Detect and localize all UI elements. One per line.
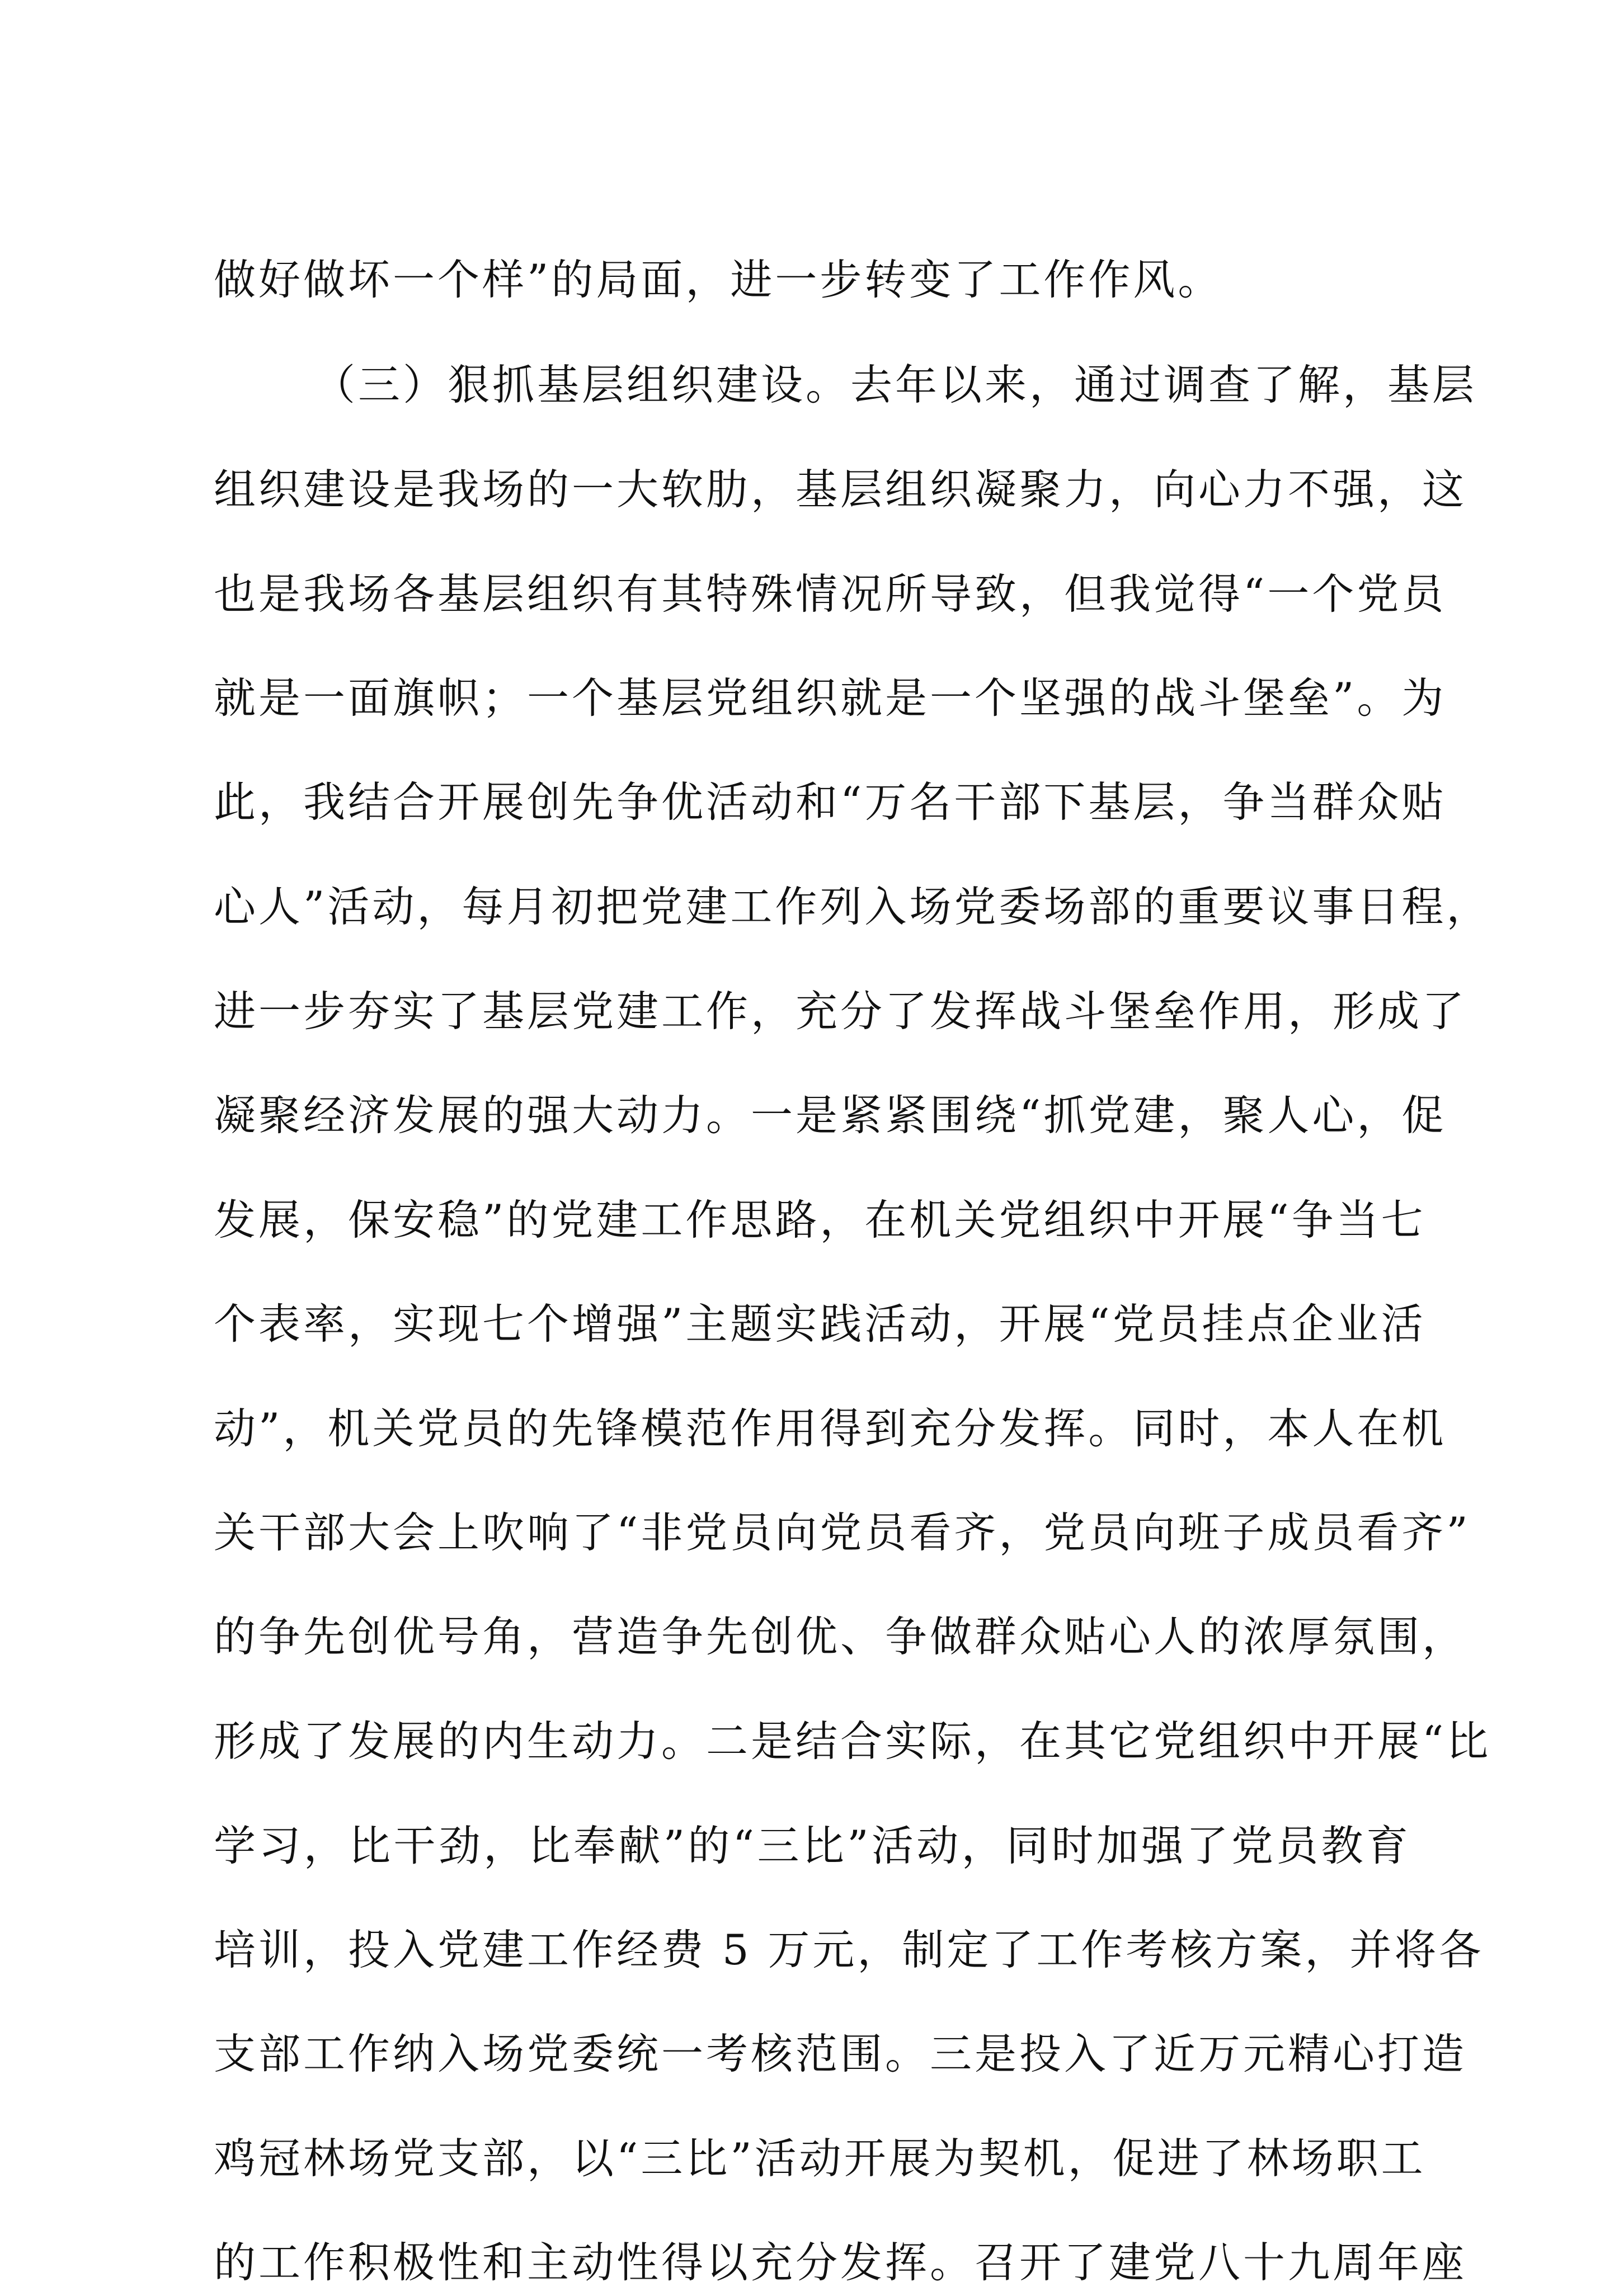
text-line: 就是一面旗帜；一个基层党组织就是一个坚强的战斗堡垒”。为 <box>214 673 1447 723</box>
text-line: 动”，机关党员的先锋模范作用得到充分发挥。同时，本人在机 <box>214 1404 1447 1453</box>
text-line: 个表率，实现七个增强”主题实践活动，开展“党员挂点企业活 <box>214 1299 1426 1349</box>
text-line: 关干部大会上吹响了“非党员向党员看齐，党员向班子成员看齐” <box>214 1508 1471 1557</box>
text-line: 的争先创优号角，营造争先创优、争做群众贴心人的浓厚氛围， <box>214 1612 1467 1661</box>
text-line: 支部工作纳入场党委统一考核范围。三是投入了近万元精心打造 <box>214 2029 1467 2078</box>
text-line: 心人”活动，每月初把党建工作列入场党委场部的重要议事日程， <box>214 882 1491 931</box>
text-line: 凝聚经济发展的强大动力。一是紧紧围绕“抓党建，聚人心，促 <box>214 1091 1447 1140</box>
text-line: 也是我场各基层组织有其特殊情况所导致，但我觉得“一个党员 <box>214 569 1447 619</box>
text-line: 此，我结合开展创先争优活动和“万名干部下基层，争当群众贴 <box>214 777 1447 827</box>
section-heading-line: （三）狠抓基层组织建设。去年以来，通过调查了解，基层 <box>313 360 1477 409</box>
text-line: 学习，比干劲，比奉献”的“三比”活动，同时加强了党员教育 <box>214 1821 1411 1870</box>
text-line: 培训，投入党建工作经费 5 万元，制定了工作考核方案，并将各 <box>214 1925 1484 1974</box>
text-line: 鸡冠林场党支部，以“三比”活动开展为契机，促进了林场职工 <box>214 2134 1426 2183</box>
text-line: 的工作积极性和主动性得以充分发挥。召开了建党八十九周年座 <box>214 2238 1467 2287</box>
text-line: 做好做坏一个样”的局面，进一步转变了工作作风。 <box>214 255 1223 304</box>
text-line: 组织建设是我场的一大软肋，基层组织凝聚力，向心力不强，这 <box>214 465 1467 514</box>
text-line: 发展，保安稳”的党建工作思路，在机关党组织中开展“争当七 <box>214 1195 1426 1244</box>
text-line: 形成了发展的内生动力。二是结合实际，在其它党组织中开展“比 <box>214 1717 1491 1766</box>
text-line: 进一步夯实了基层党建工作，充分了发挥战斗堡垒作用，形成了 <box>214 987 1467 1036</box>
